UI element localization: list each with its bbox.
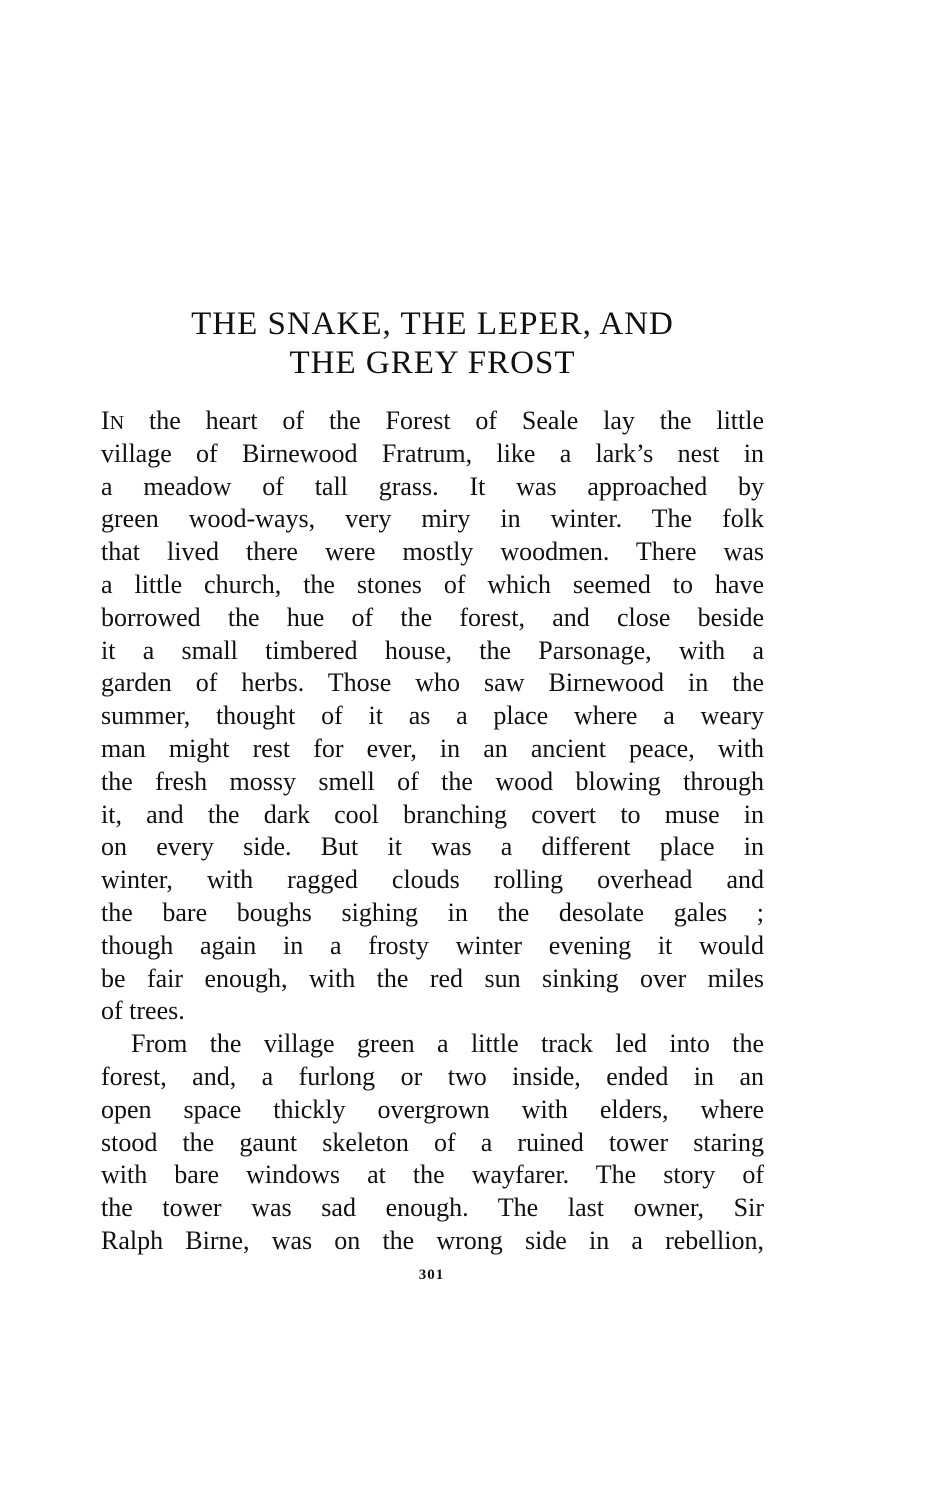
- text-line: the bare boughs sighing in the desolate gales ;: [101, 897, 764, 927]
- text-line: that lived there were mostly woodmen. There was: [101, 537, 764, 567]
- text-line: stood the gaunt skeleton of a ruined tower staring: [101, 1127, 764, 1157]
- text-line: green wood-ways, very miry in winter. The folk: [101, 504, 764, 534]
- text-line: it, and the dark cool branching covert to muse in: [101, 799, 764, 829]
- text-line: winter, with ragged clouds rolling overhead and: [101, 865, 764, 895]
- text-line: open space thickly overgrown with elders, where: [101, 1094, 764, 1124]
- chapter-title-line-2: THE GREY FROST: [289, 345, 576, 381]
- text-line: summer, thought of it as a place where a weary: [101, 701, 764, 731]
- text-line: with bare windows at the wayfarer. The story of: [101, 1160, 764, 1190]
- text-line: borrowed the hue of the forest, and close beside: [101, 602, 764, 632]
- text-line: be fair enough, with the red sun sinking over miles: [101, 963, 764, 993]
- opening-word: [101, 406, 124, 435]
- text-line: it a small timbered house, the Parsonage, with a: [101, 635, 764, 665]
- text-line: the fresh mossy smell of the wood blowing through: [101, 766, 764, 796]
- text-line: the tower was sad enough. The last owner, Sir: [101, 1193, 764, 1223]
- paragraph-1: [101, 405, 764, 1028]
- text-line: [101, 405, 764, 438]
- text-line: a meadow of tall grass. It was approached by: [101, 471, 764, 501]
- text-line: of trees.: [101, 996, 185, 1026]
- chapter-title-line-1: THE SNAKE, THE LEPER, AND: [191, 306, 674, 342]
- text-line: From the village green a little track led into the: [131, 1029, 764, 1059]
- text-line: Ralph Birne, was on the wrong side in a rebellion,: [101, 1225, 764, 1255]
- text-line-content: the heart of the Forest of Seale lay the little: [124, 406, 764, 435]
- text-line: forest, and, a furlong or two inside, ended in an: [101, 1061, 764, 1091]
- text-line: garden of herbs. Those who saw Birnewood in the: [101, 668, 764, 698]
- text-line: village of Birnewood Fratrum, like a lark’s nest in: [101, 438, 764, 468]
- text-line: a little church, the stones of which seemed to have: [101, 569, 764, 599]
- text-line: though again in a frosty winter evening it would: [101, 930, 764, 960]
- chapter-title: [100, 305, 765, 383]
- text-line: on every side. But it was a different place in: [101, 832, 764, 862]
- paragraph-2: [101, 1028, 764, 1258]
- text-line: man might rest for ever, in an ancient peace, with: [101, 733, 764, 763]
- body-text: [101, 405, 764, 1258]
- opening-small-caps: N: [109, 412, 125, 434]
- page-number: 301: [418, 1267, 445, 1283]
- opening-capital: I: [101, 406, 110, 435]
